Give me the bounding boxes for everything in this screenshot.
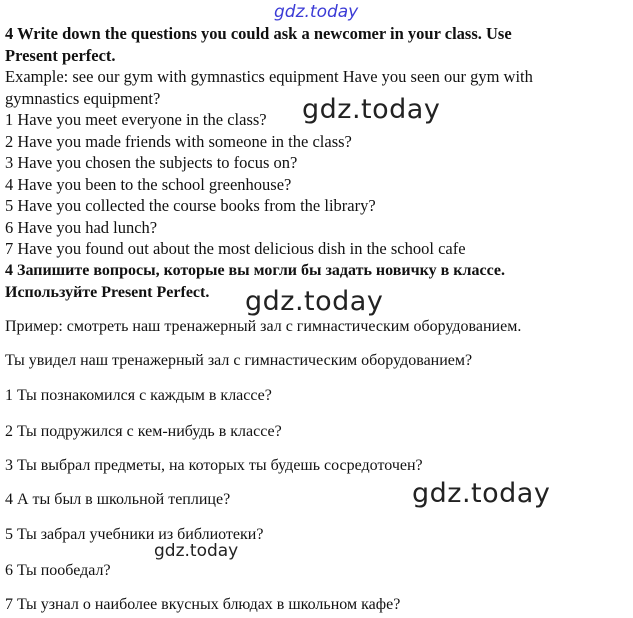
russian-heading-line1: 4 Запишите вопросы, которые вы могли бы задать новичку в классе.: [5, 262, 505, 279]
english-item-1: 1 Have you meet everyone in the class?: [5, 110, 267, 129]
russian-heading-line2: Используйте Present Perfect.: [5, 284, 210, 301]
russian-item-6: 6 Ты пообедал?: [5, 562, 111, 579]
english-item-3: 3 Have you chosen the subjects to focus on?: [5, 153, 298, 172]
russian-item-4: 4 А ты был в школьной теплице?: [5, 491, 231, 508]
english-heading-line2: Present perfect.: [5, 46, 116, 65]
russian-item-3: 3 Ты выбрал предметы, на которых ты будешь сосредоточен?: [5, 457, 423, 474]
russian-item-1: 1 Ты познакомился с каждым в классе?: [5, 387, 272, 404]
russian-item-2: 2 Ты подружился с кем-нибудь в классе?: [5, 423, 282, 440]
english-item-7: 7 Have you found out about the most delicious dish in the school cafe: [5, 239, 466, 258]
english-item-5: 5 Have you collected the course books from the library?: [5, 196, 376, 215]
english-example-line2: gymnastics equipment?: [5, 89, 161, 108]
russian-item-7: 7 Ты узнал о наиболее вкусных блюдах в школьном кафе?: [5, 596, 401, 613]
watermark-top: gdz.today: [274, 2, 359, 22]
english-item-2: 2 Have you made friends with someone in the class?: [5, 132, 352, 151]
russian-item-5: 5 Ты забрал учебники из библиотеки?: [5, 526, 264, 543]
russian-example-line2: Ты увидел наш тренажерный зал с гимнастическим оборудованием?: [5, 352, 473, 369]
watermark-4: gdz.today: [154, 541, 239, 561]
russian-example-line1: Пример: смотреть наш тренажерный зал с гимнастическим оборудованием.: [5, 318, 522, 335]
english-item-4: 4 Have you been to the school greenhouse?: [5, 175, 292, 194]
watermark-2: gdz.today: [245, 286, 384, 317]
english-item-6: 6 Have you had lunch?: [5, 218, 158, 237]
english-example-line1: Example: see our gym with gymnastics equipment Have you seen our gym with: [5, 67, 533, 86]
watermark-1: gdz.today: [302, 94, 441, 125]
watermark-3: gdz.today: [412, 478, 551, 509]
english-heading-line1: 4 Write down the questions you could ask a newcomer in your class. Use: [5, 24, 512, 43]
